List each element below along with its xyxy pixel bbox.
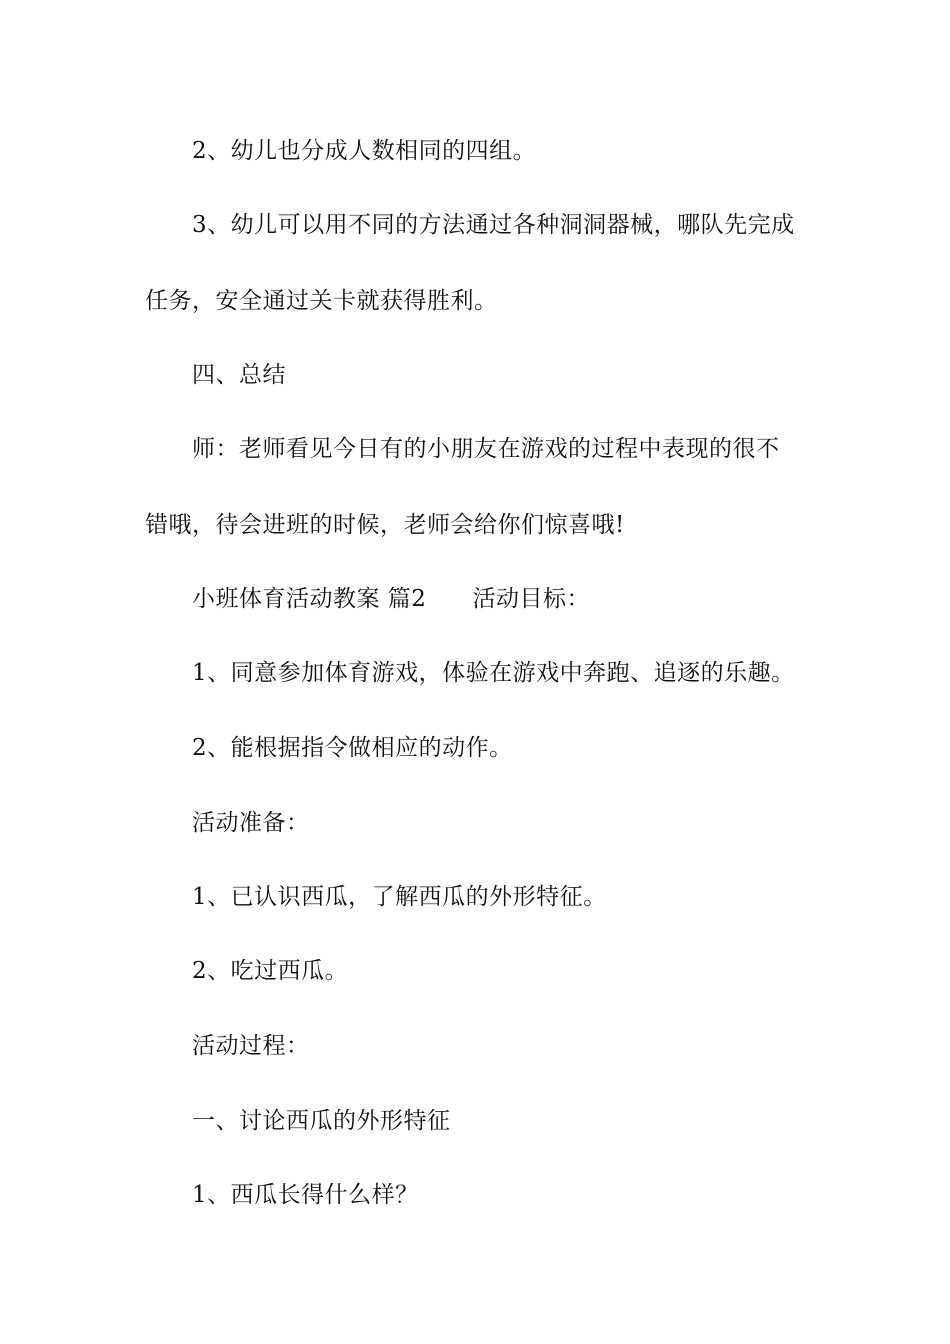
section-heading-summary: 四、总结 — [192, 362, 286, 388]
section-heading-goals: 活动目标： — [472, 586, 590, 612]
section-heading-process: 活动过程： — [192, 1033, 310, 1059]
preparation-item-2: 2、吃过西瓜。 — [192, 958, 349, 984]
process-step-heading: 一、讨论西瓜的外形特征 — [192, 1108, 451, 1134]
paragraph-step-3-continued: 任务，安全通过关卡就获得胜利。 — [145, 288, 498, 314]
paragraph-teacher-remark-continued: 错哦，待会进班的时候，老师会给你们惊喜哦! — [145, 512, 625, 538]
goal-item-2: 2、能根据指令做相应的动作。 — [192, 735, 513, 761]
paragraph-step-3: 3、幼儿可以用不同的方法通过各种洞洞器械，哪队先完成 — [192, 212, 795, 238]
process-question-1: 1、西瓜长得什么样？ — [192, 1182, 419, 1208]
preparation-item-1: 1、已认识西瓜，了解西瓜的外形特征。 — [192, 884, 607, 910]
article-title: 小班体育活动教案 篇2 — [192, 586, 427, 612]
section-heading-preparation: 活动准备： — [192, 810, 310, 836]
paragraph-teacher-remark: 师：老师看见今日有的小朋友在游戏的过程中表现的很不 — [192, 436, 780, 462]
article-title-line — [192, 584, 590, 614]
paragraph-step-2: 2、幼儿也分成人数相同的四组。 — [192, 138, 537, 164]
goal-item-1: 1、同意参加体育游戏，体验在游戏中奔跑、追逐的乐趣。 — [192, 660, 795, 686]
